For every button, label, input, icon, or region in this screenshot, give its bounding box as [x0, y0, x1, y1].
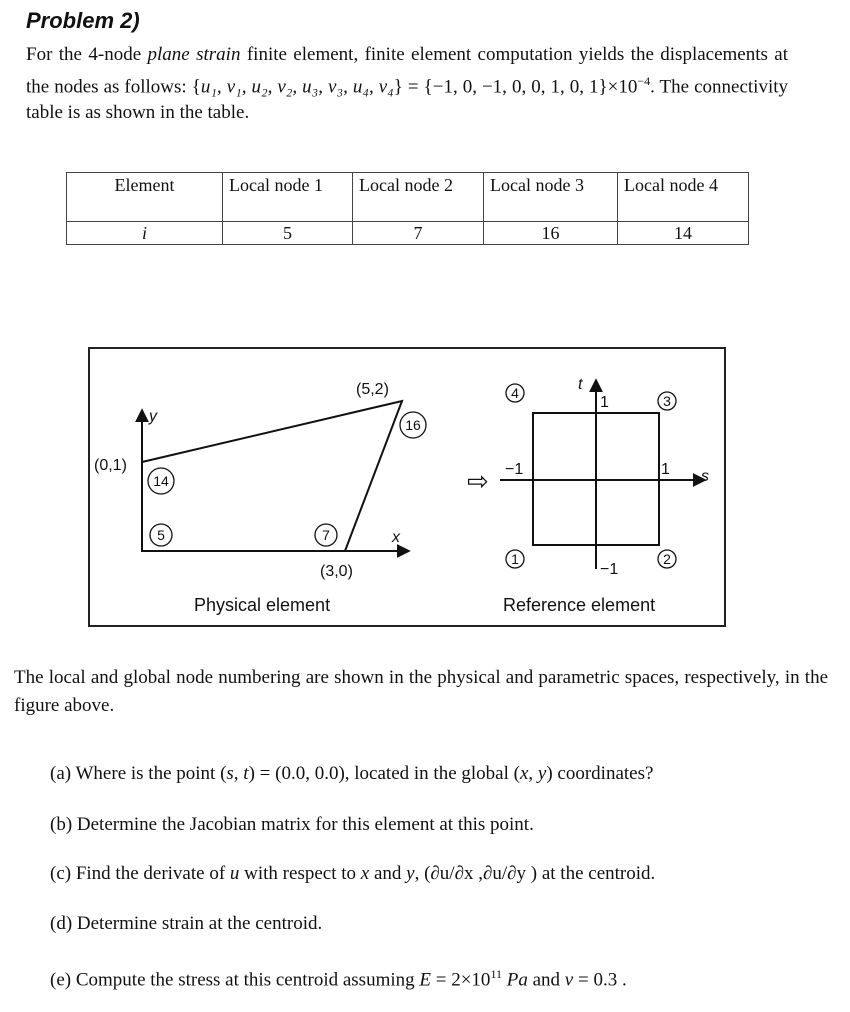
s-axis-label: s — [701, 468, 709, 485]
physical-element-caption: Physical element — [194, 595, 331, 615]
qe-text-3: and — [527, 969, 565, 991]
table-header-row — [67, 173, 749, 222]
coord-label-0-1: (0,1) — [94, 457, 127, 474]
problem-title: Problem 2) — [26, 8, 140, 33]
problem-statement — [26, 42, 788, 126]
table-header-cell: Element — [67, 173, 223, 222]
table-header-cell: Local node 1 — [223, 173, 353, 222]
qa-s: s — [226, 763, 234, 784]
physical-element-outline — [142, 401, 402, 551]
ref-node-2-label: 2 — [663, 551, 671, 567]
coord-label-5-2: (5,2) — [356, 381, 389, 398]
table-header-cell: Local node 3 — [484, 173, 618, 222]
y-axis-label: y — [149, 408, 157, 425]
table-cell: i — [67, 222, 223, 245]
tick-s-right: 1 — [661, 461, 670, 478]
table-cell: 16 — [484, 222, 618, 245]
question-e — [50, 962, 627, 992]
figure-svg — [90, 349, 728, 629]
physical-element — [94, 381, 426, 615]
element-figure — [88, 347, 726, 627]
mapping-arrow-icon: ⇨ — [467, 467, 489, 497]
table-cell: 7 — [353, 222, 484, 245]
intro-text-1: For the 4-node — [26, 44, 148, 65]
qe-text-2: = 2×10 — [431, 969, 491, 991]
node-16-label: 16 — [405, 417, 421, 433]
table-cell: 5 — [223, 222, 353, 245]
qc-text-2: with respect to — [239, 863, 361, 884]
question-b: (b) Determine the Jacobian matrix for this element at this point. — [50, 814, 534, 835]
tick-t-top: 1 — [600, 394, 609, 411]
qe-text-1: (e) Compute the stress at this centroid assuming — [50, 969, 420, 991]
figure-description: The local and global node numbering are shown in the physical and parametric spaces, respectively, in the figure above. — [14, 667, 828, 716]
tick-s-left: −1 — [505, 461, 524, 478]
tick-t-bottom: −1 — [600, 561, 619, 578]
qc-u: u — [229, 863, 240, 884]
intro-text-2: finite element, finite element computation yields the displacements at the nodes as follows: { — [26, 44, 789, 98]
ref-node-1-label: 1 — [511, 551, 519, 567]
intro-emphasis: plane strain — [147, 44, 241, 65]
intro-text-4: . The connectivity table is as shown in the table. — [26, 76, 789, 124]
qa-text-3: ) = (0.0, 0.0), located in the global ( — [248, 763, 520, 784]
qe-pa: Pa — [502, 969, 528, 991]
displacement-vector: u₁, v₁, u₂, v₂, u₃, v₃, u₄, v₄ — [200, 76, 394, 98]
qc-y: y — [406, 863, 415, 884]
coord-label-3-0: (3,0) — [320, 563, 353, 580]
qe-exponent: 11 — [490, 967, 502, 981]
node-7-label: 7 — [322, 527, 330, 543]
qa-text-4: , — [528, 763, 538, 784]
qc-text-3: and — [369, 863, 407, 884]
qc-x: x — [360, 863, 370, 884]
ref-node-3-label: 3 — [663, 393, 671, 409]
ref-node-4-label: 4 — [511, 385, 519, 401]
qe-nu: ν — [564, 969, 574, 991]
question-d: (d) Determine strain at the centroid. — [50, 913, 323, 934]
table-header-cell: Local node 4 — [618, 173, 749, 222]
qa-t: t — [243, 763, 249, 784]
qa-y: y — [537, 763, 547, 784]
node-14-label: 14 — [153, 473, 169, 489]
intro-exponent: −4 — [637, 74, 651, 88]
qc-text-1: (c) Find the derivate of — [50, 863, 230, 884]
qa-text-1: (a) Where is the point ( — [50, 763, 227, 784]
question-a — [50, 762, 653, 786]
node-5-label: 5 — [157, 527, 165, 543]
qa-text-2: , — [233, 763, 244, 784]
t-axis-label: t — [578, 376, 583, 393]
question-c — [50, 862, 655, 886]
qc-text-4: , (∂u/∂x ,∂u/∂y ) at the centroid. — [414, 863, 656, 884]
reference-element-caption: Reference element — [503, 595, 656, 615]
table-header-cell: Local node 2 — [353, 173, 484, 222]
intro-text-3: } = {−1, 0, −1, 0, 0, 1, 0, 1}×10 — [393, 76, 638, 98]
connectivity-table — [66, 172, 749, 245]
qa-text-5: ) coordinates? — [546, 763, 654, 784]
qa-x: x — [519, 763, 529, 784]
x-axis-label: x — [392, 529, 400, 546]
table-cell: 14 — [618, 222, 749, 245]
table-row — [67, 222, 749, 245]
qe-text-4: = 0.3 . — [573, 969, 627, 991]
qe-E: E — [419, 969, 431, 991]
reference-element — [500, 376, 709, 615]
